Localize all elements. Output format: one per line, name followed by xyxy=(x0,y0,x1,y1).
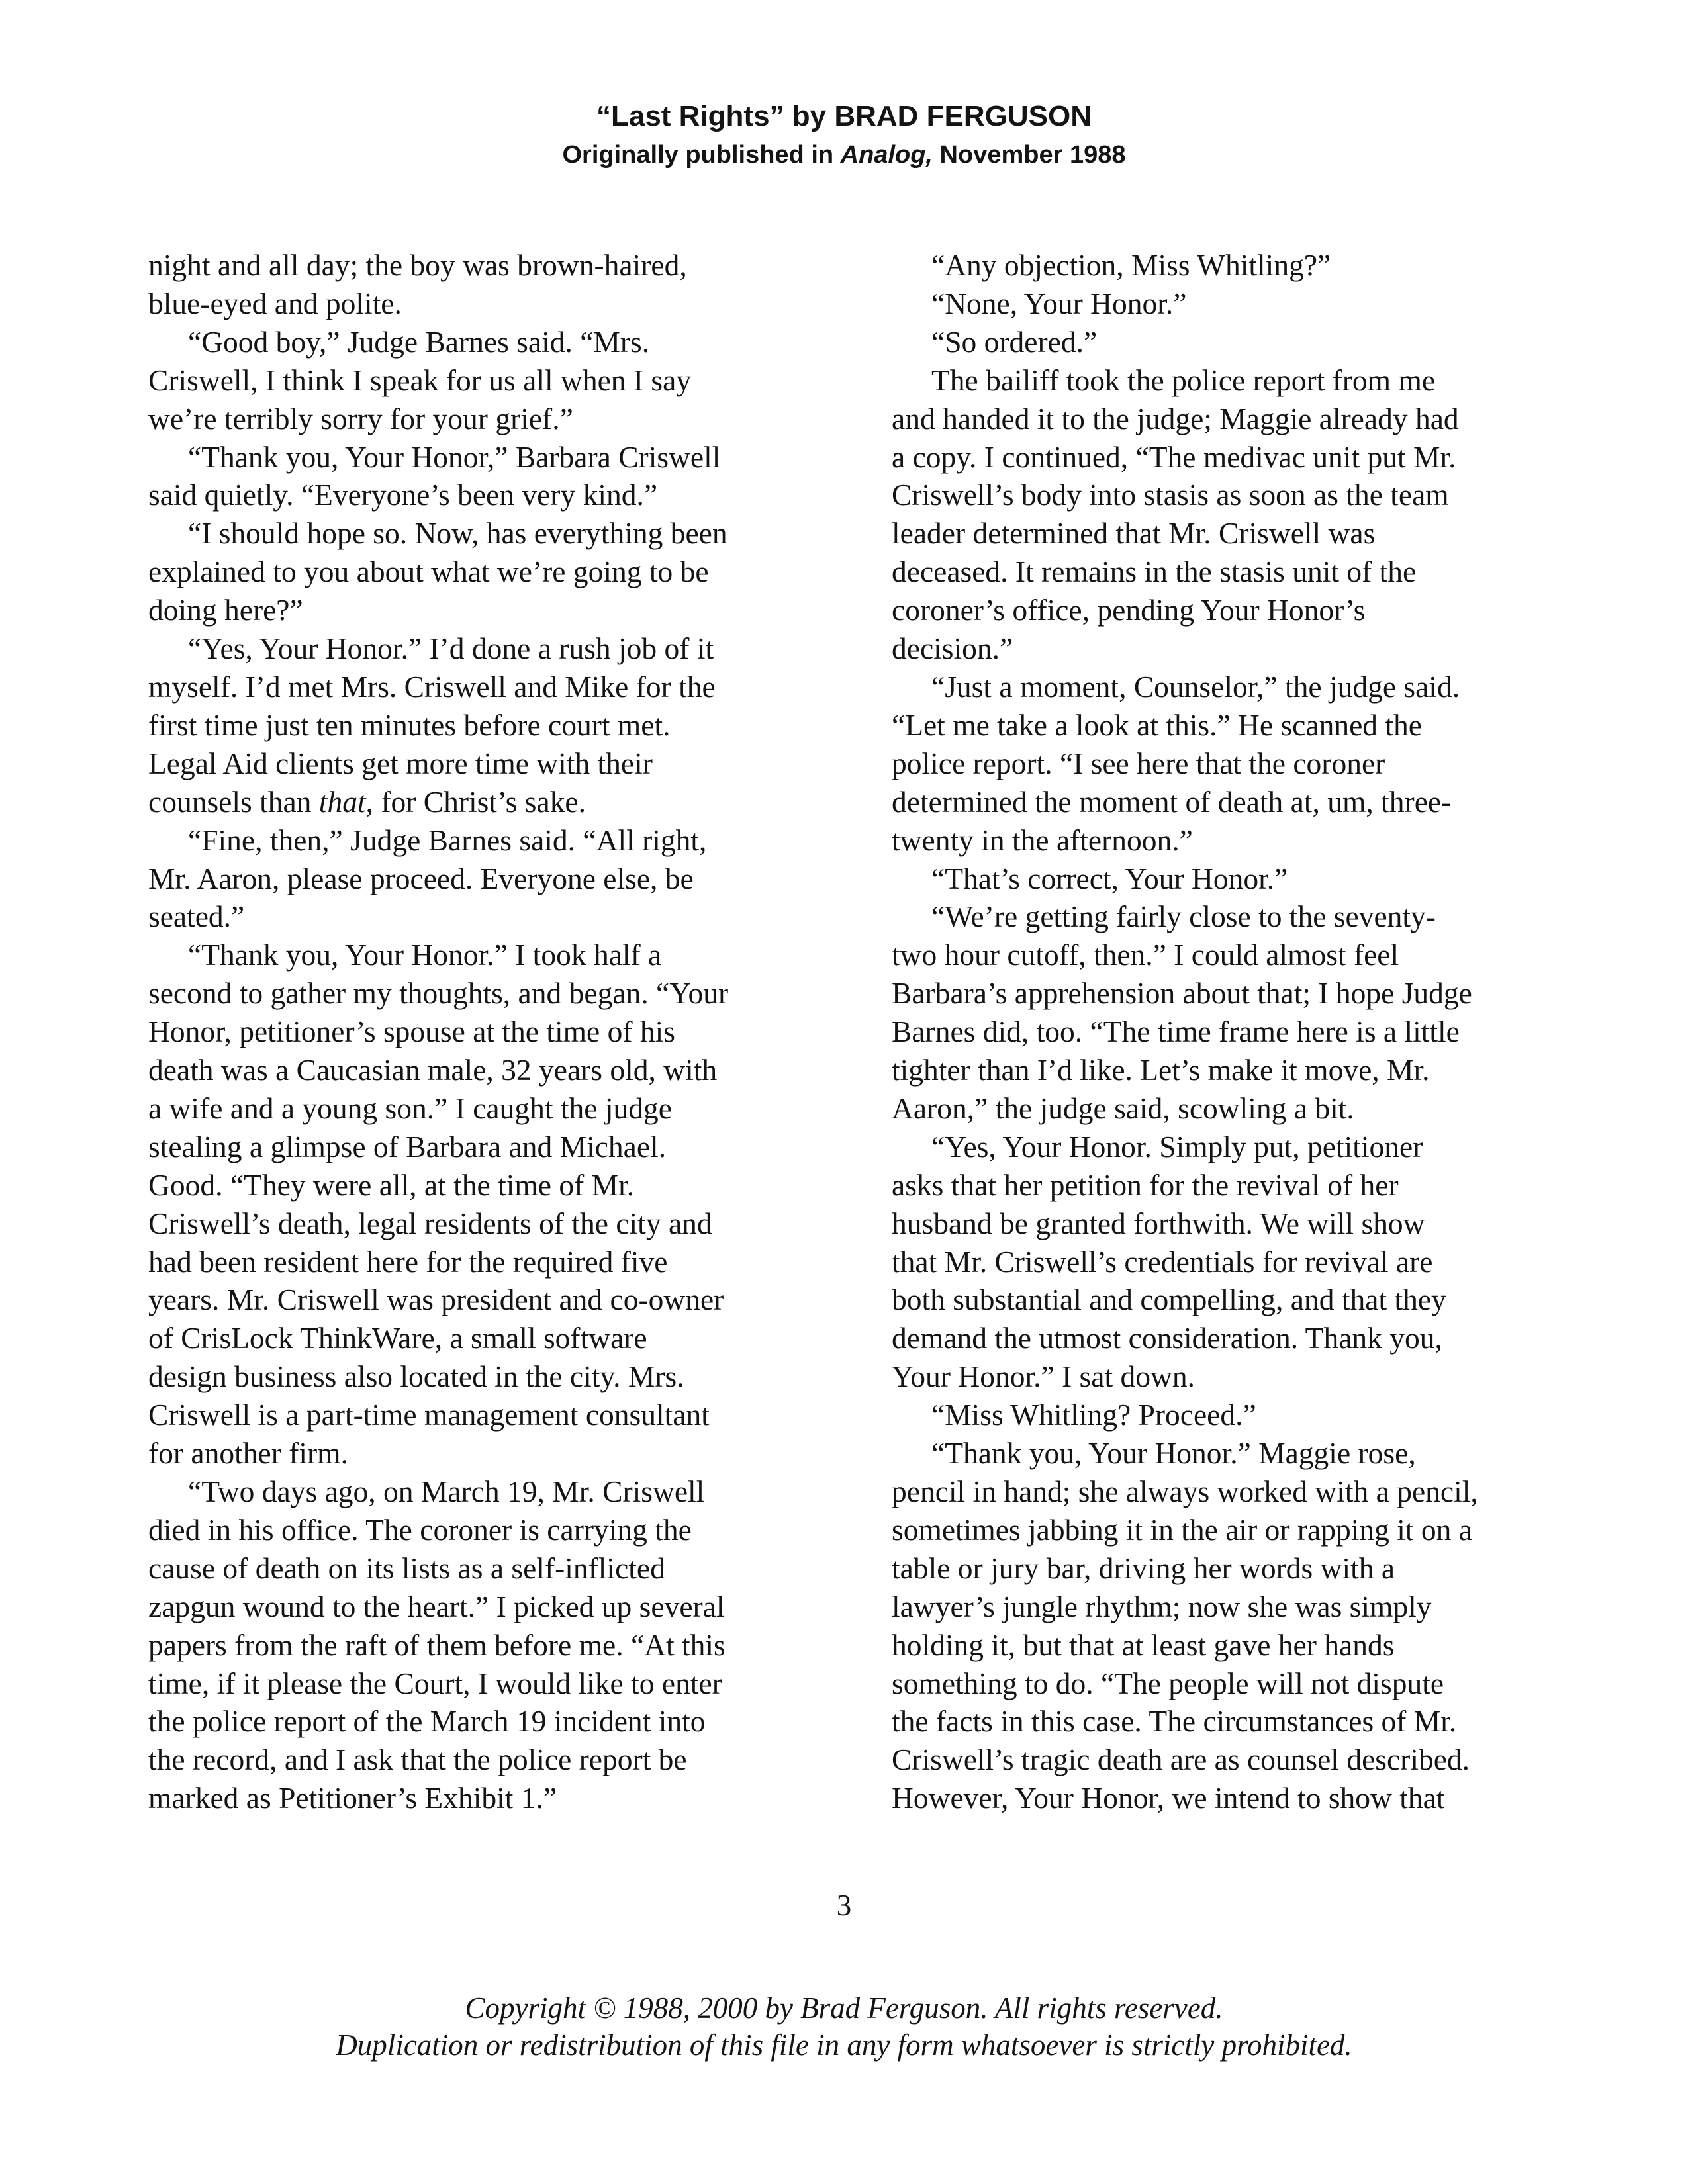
paragraph: “That’s correct, Your Honor.” xyxy=(931,861,1288,895)
paragraph-text: , for Christ’s sake. xyxy=(365,784,586,819)
paragraph: night and all day; the boy was brown-haired, blue-eyed and polite. xyxy=(148,248,687,320)
paragraph: “Thank you, Your Honor.” I took half a second to gather my thoughts, and began. “Your Honor, petitioner’s spouse at the time of his death was a Caucasian male, 32 years old, with a wife and a young son.” I caught the judge stealing a glimpse of Barbara and Michael. Good. “They were all, at the time of Mr. Criswell’s death, legal residents of the city and had been resident here for the required five years. Mr. Criswell was president and co-owner of CrisLock ThinkWare, a small software design business also located in the city. Mrs. Criswell is a part-time management consultant for another firm. xyxy=(148,938,729,1471)
magazine-name: Analog, xyxy=(840,141,933,169)
paragraph: “We’re getting fairly close to the seventy- two hour cutoff, then.” I could almost feel Barbara’s apprehension about that; I hope Judge Barnes did, too. “The time frame here is a little tighter than I’d like. Let’s make it move, Mr. Aaron,” the judge said, scowling a bit. xyxy=(892,899,1472,1125)
left-column xyxy=(148,246,784,1817)
emphasis-text: that xyxy=(318,784,366,819)
paragraph: “None, Your Honor.” xyxy=(931,286,1187,320)
paragraph: “I should hope so. Now, has everything been explained to you about what we’re going to be doing here?” xyxy=(148,516,727,627)
publication-line xyxy=(0,138,1688,172)
paragraph: “Fine, then,” Judge Barnes said. “All right, Mr. Aaron, please proceed. Everyone else, be seated.” xyxy=(148,823,707,934)
paragraph xyxy=(148,629,784,821)
redistribution-notice: Duplication or redistribution of this file in any form whatsoever is strictly prohibited. xyxy=(336,2028,1352,2062)
page-header xyxy=(0,98,1688,172)
paragraph: “Thank you, Your Honor,” Barbara Criswell said quietly. “Everyone’s been very kind.” xyxy=(148,439,721,512)
paragraph: “Two days ago, on March 19, Mr. Criswell died in his office. The coroner is carrying the cause of death on its lists as a self-inflicted zapgun wound to the heart.” I picked up several papers from the raft of them before me. “At this time, if it please the Court, I would like to enter the police report of the March 19 incident into the record, and I ask that the police report be marked as Petitioner’s Exhibit 1.” xyxy=(148,1475,726,1815)
paragraph: “Good boy,” Judge Barnes said. “Mrs. Criswell, I think I speak for us all when I say we’re terribly sorry for your grief.” xyxy=(148,324,692,435)
paragraph-text: “Yes, Your Honor.” I’d done a rush job of it myself. I’d met Mrs. Criswell and Mike for the first time just ten minutes before court met. Legal Aid clients get more time with their counsels than xyxy=(148,631,716,819)
right-column xyxy=(892,246,1540,1817)
copyright-notice: Copyright © 1988, 2000 by Brad Ferguson. All rights reserved. xyxy=(465,1991,1223,2025)
paragraph: “Thank you, Your Honor.” Maggie rose, pencil in hand; she always worked with a pencil, sometimes jabbing it in the air or rapping it on a table or jury bar, driving her words with a lawyer’s jungle rhythm; now she was simply holding it, but that at least gave her hands something to do. “The people will not dispute the facts in this case. The circumstances of Mr. Criswell’s tragic death are as counsel described. However, Your Honor, we intend to show that xyxy=(892,1436,1478,1815)
publication-date: November 1988 xyxy=(932,141,1126,169)
story-title: “Last Rights” by BRAD FERGUSON xyxy=(596,100,1092,132)
page-number: 3 xyxy=(836,1889,852,1922)
paragraph: “Just a moment, Counselor,” the judge said. “Let me take a look at this.” He scanned the police report. “I see here that the coroner determined the moment of death at, um, three- twenty in the afternoon.” xyxy=(892,669,1460,857)
publication-prefix: Originally published in xyxy=(562,141,841,169)
page-footer xyxy=(0,1989,1688,2064)
paragraph: The bailiff took the police report from me and handed it to the judge; Maggie already had a copy. I continued, “The medivac unit put Mr. Criswell’s body into stasis as soon as the team leader determined that Mr. Criswell was deceased. It remains in the stasis unit of the coroner’s office, pending Your Honor’s decision.” xyxy=(892,363,1459,666)
paragraph: “So ordered.” xyxy=(931,324,1098,359)
paragraph: “Yes, Your Honor. Simply put, petitioner asks that her petition for the revival of her husband be granted forthwith. We will show that Mr. Criswell’s credentials for revival are both substantial and compelling, and that they demand the utmost consideration. Thank you, Your Honor.” I sat down. xyxy=(892,1129,1446,1394)
paragraph: “Any objection, Miss Whitling?” xyxy=(931,248,1331,282)
paragraph: “Miss Whitling? Proceed.” xyxy=(931,1398,1256,1432)
